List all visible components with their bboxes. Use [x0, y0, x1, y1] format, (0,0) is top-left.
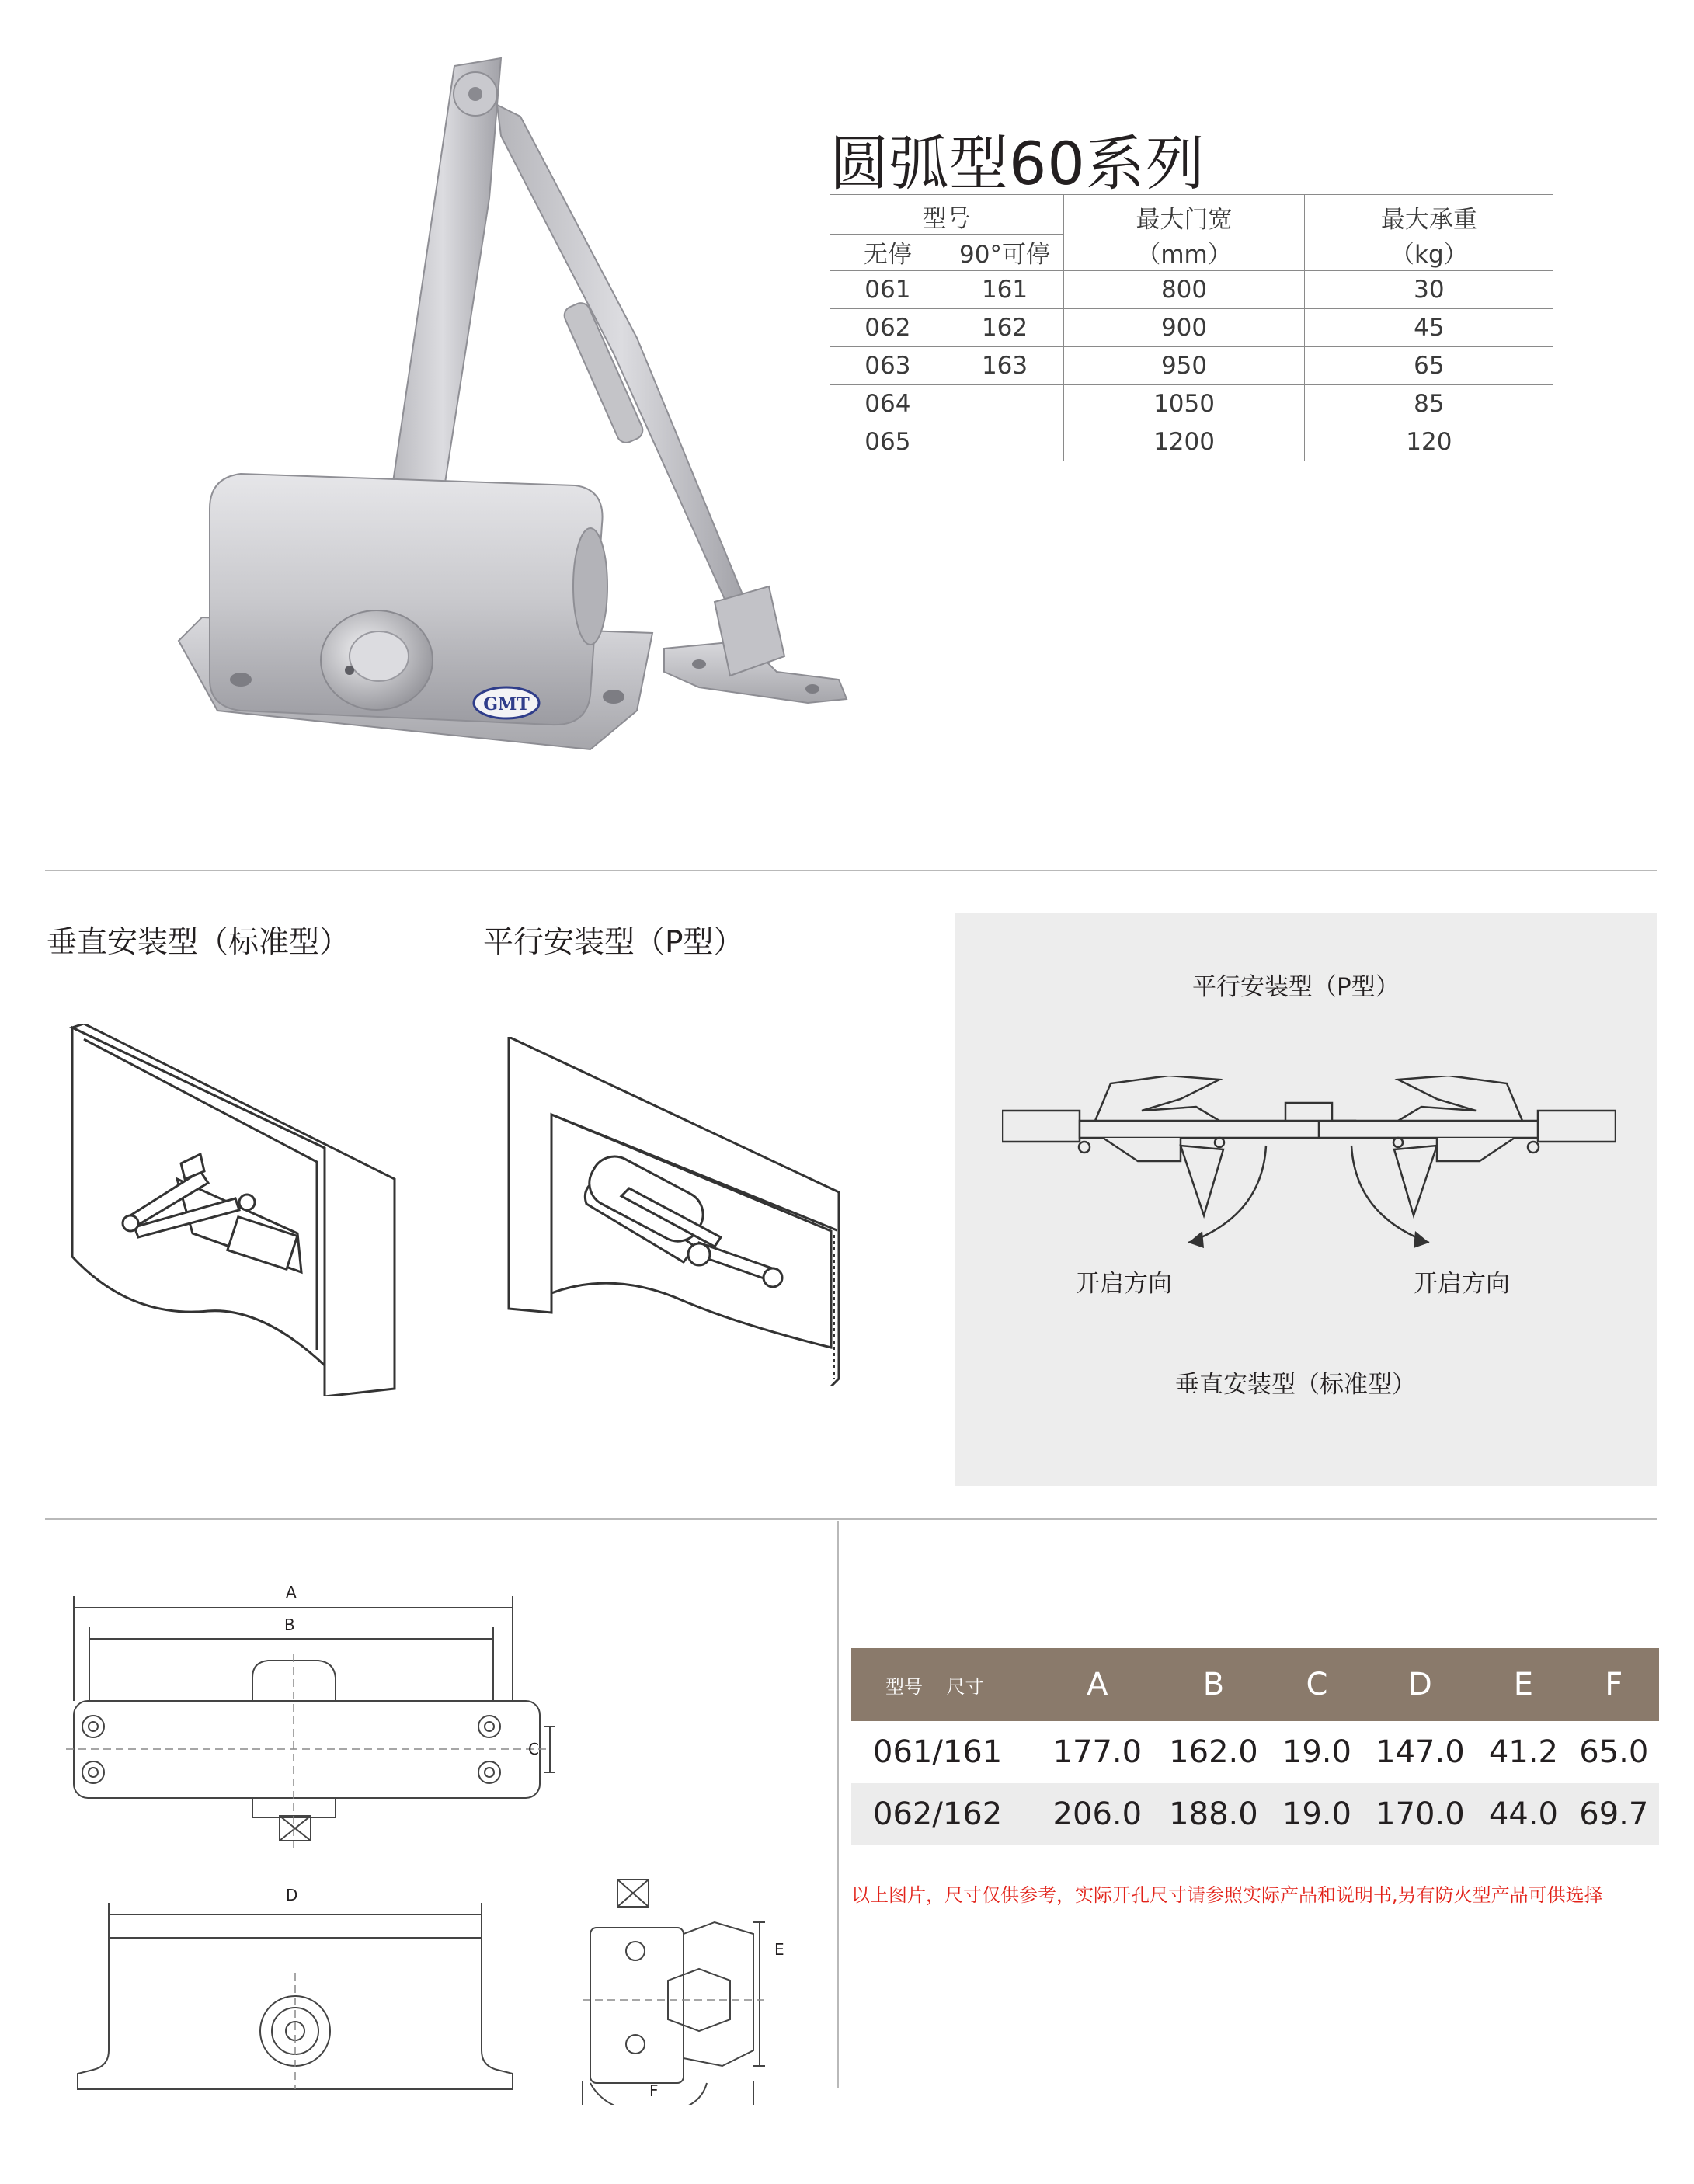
dim-cell: 147.0	[1362, 1721, 1479, 1783]
dim-header-col: F	[1569, 1648, 1659, 1721]
dim-cell: 188.0	[1156, 1783, 1272, 1845]
spec-row	[830, 385, 1553, 423]
dim-header-model: 型号	[885, 1675, 923, 1698]
spec-header-no-stop: 无停	[830, 235, 946, 271]
dim-row-model: 062/162	[851, 1783, 1039, 1845]
spec-row	[830, 271, 1553, 309]
dim-label-d: D	[286, 1886, 298, 1904]
dim-cell: 19.0	[1271, 1783, 1362, 1845]
dim-label-e: E	[774, 1940, 784, 1959]
panel-vertical-label: 垂直安装型（标准型）	[1175, 1371, 1416, 1399]
spec-header-max-width: 最大门宽	[1064, 195, 1304, 235]
dim-cell: 206.0	[1039, 1783, 1156, 1845]
dim-header-col: A	[1039, 1648, 1156, 1721]
spec-cell: 064	[830, 385, 946, 423]
spec-cell: 062	[830, 309, 946, 347]
dim-label-b: B	[284, 1615, 295, 1634]
spec-cell: 161	[946, 271, 1064, 309]
spec-cell: 65	[1304, 347, 1553, 385]
dim-header-col: E	[1478, 1648, 1568, 1721]
parallel-install-drawing	[505, 1037, 847, 1386]
dim-header-model-size	[851, 1648, 1039, 1721]
spec-cell	[946, 385, 1064, 423]
spec-cell: 162	[946, 309, 1064, 347]
dimension-drawings	[47, 1569, 823, 2105]
dim-cell: 177.0	[1039, 1721, 1156, 1783]
dim-header-col: C	[1271, 1648, 1362, 1721]
section-divider	[45, 870, 1657, 871]
brand-logo: GMT	[483, 694, 530, 715]
spec-cell: 85	[1304, 385, 1553, 423]
door-closer-photo	[155, 43, 854, 781]
spec-header-width-unit: （mm）	[1064, 235, 1304, 271]
dim-label-c: C	[528, 1740, 539, 1758]
spec-header-model: 型号	[830, 195, 1064, 235]
section-divider	[45, 1518, 1657, 1520]
dim-row	[851, 1721, 1659, 1783]
open-direction-left: 开启方向	[1076, 1270, 1172, 1298]
spec-table	[830, 194, 1553, 461]
vertical-install-label: 垂直安装型（标准型）	[47, 925, 350, 960]
disclaimer-note: 以上图片，尺寸仅供参考，实际开孔尺寸请参照实际产品和说明书,另有防火型产品可供选择	[851, 1884, 1603, 1906]
dim-cell: 65.0	[1569, 1721, 1659, 1783]
spec-row	[830, 423, 1553, 461]
spec-cell	[946, 423, 1064, 461]
dim-label-f: F	[649, 2081, 659, 2100]
dim-cell: 19.0	[1271, 1721, 1362, 1783]
spec-cell: 1200	[1064, 423, 1304, 461]
dim-cell: 162.0	[1156, 1721, 1272, 1783]
section-divider-vertical	[837, 1521, 839, 2088]
spec-cell: 120	[1304, 423, 1553, 461]
opening-direction-panel	[955, 913, 1657, 1486]
spec-cell: 061	[830, 271, 946, 309]
dim-row-model: 061/161	[851, 1721, 1039, 1783]
dim-row	[851, 1783, 1659, 1845]
spec-row	[830, 347, 1553, 385]
dim-header-col: B	[1156, 1648, 1272, 1721]
opening-direction-diagram	[1002, 1076, 1616, 1262]
dim-cell: 41.2	[1478, 1721, 1568, 1783]
spec-cell: 30	[1304, 271, 1553, 309]
spec-cell: 45	[1304, 309, 1553, 347]
spec-cell: 950	[1064, 347, 1304, 385]
open-direction-right: 开启方向	[1414, 1270, 1510, 1298]
spec-cell: 1050	[1064, 385, 1304, 423]
spec-header-load-unit: （kg）	[1304, 235, 1553, 271]
spec-cell: 065	[830, 423, 946, 461]
spec-row	[830, 309, 1553, 347]
dim-cell: 44.0	[1478, 1783, 1568, 1845]
vertical-install-drawing	[68, 1024, 398, 1396]
spec-header-max-load: 最大承重	[1304, 195, 1553, 235]
parallel-install-label: 平行安装型（P型）	[483, 925, 744, 960]
dimension-table	[851, 1648, 1659, 1845]
spec-cell: 063	[830, 347, 946, 385]
dim-cell: 170.0	[1362, 1783, 1479, 1845]
spec-cell: 163	[946, 347, 1064, 385]
series-title: 圆弧型60系列	[830, 129, 1205, 198]
spec-cell: 900	[1064, 309, 1304, 347]
dim-header-col: D	[1362, 1648, 1479, 1721]
dim-cell: 69.7	[1569, 1783, 1659, 1845]
spec-cell: 800	[1064, 271, 1304, 309]
dim-label-a: A	[286, 1583, 297, 1601]
dim-header-size: 尺寸	[946, 1675, 984, 1698]
spec-header-stop90: 90°可停	[946, 235, 1064, 271]
panel-parallel-label: 平行安装型（P型）	[1192, 973, 1400, 1001]
